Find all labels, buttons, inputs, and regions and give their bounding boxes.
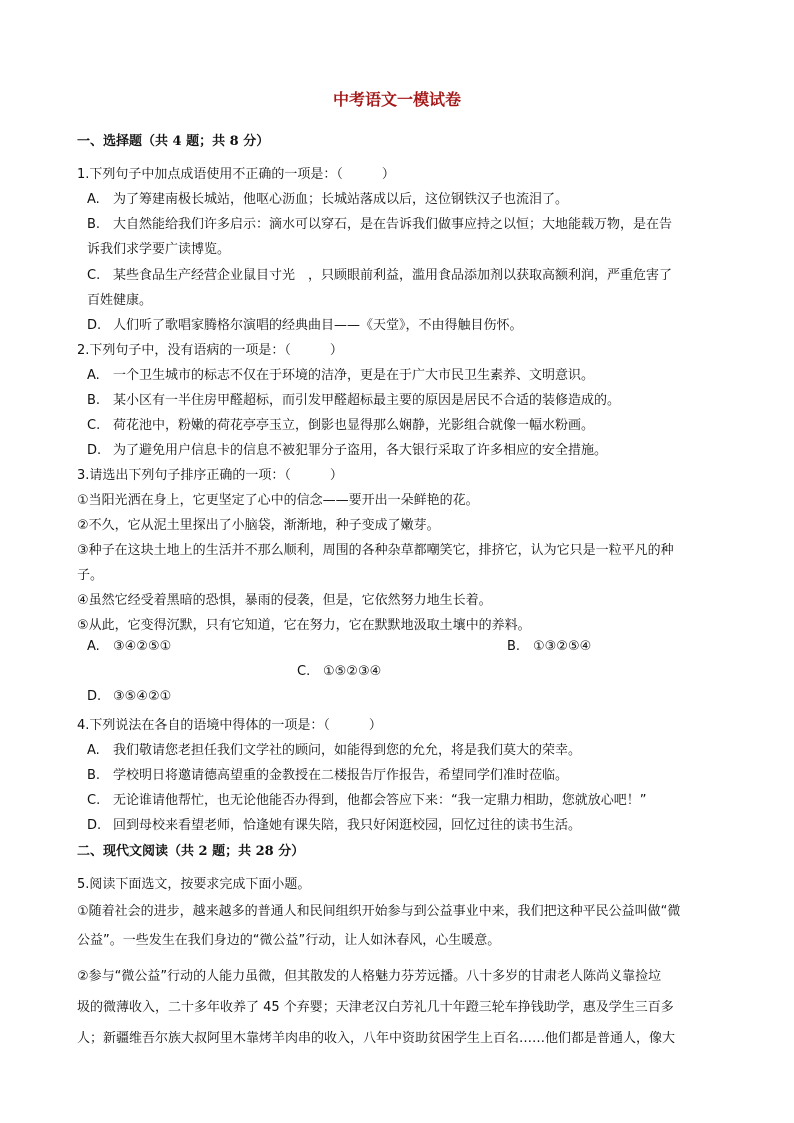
question-2-option-a	[87, 364, 594, 383]
question-3-stem: 3.请选出下列句子排序正确的一项：（ ）	[77, 468, 343, 483]
question-4-stem: 4.下列说法在各自的语境中得体的一项是：（ ）	[77, 718, 382, 733]
question-2-option-b	[87, 389, 620, 408]
option-letter: C.	[87, 268, 101, 283]
option-text: 为了筹建南极长城站，他呕心沥血；长城站落成以后，这位钢铁汉子也流泪了。	[113, 192, 569, 207]
option-letter: C.	[87, 418, 101, 433]
question-3-sentence-4: ④虽然它经受着黑暗的恐惧，暴雨的侵袭，但是，它依然努力地生长着。	[77, 593, 492, 608]
question-3-option-b	[507, 639, 591, 654]
question-3-option-c	[297, 664, 381, 679]
question-1-option-a	[87, 188, 568, 207]
question-3-option-a	[87, 639, 171, 654]
option-letter: A.	[87, 192, 100, 207]
option-letter: D.	[87, 689, 102, 704]
option-text: ③④②⑤①	[113, 639, 172, 654]
question-5-stem: 5.阅读下面选文，按要求完成下面小题。	[77, 877, 311, 892]
option-letter: C.	[297, 664, 311, 679]
passage-paragraph-2-cont-2: 人；新疆维吾尔族大叔阿里木靠烤羊肉串的收入，八年中资助贫困学生上百名……他们都是普通人，像大	[77, 1031, 676, 1046]
question-1-stem: 1.下列句子中加点成语使用不正确的一项是：（ ）	[77, 167, 395, 182]
option-letter: A.	[87, 743, 100, 758]
option-letter: B.	[87, 217, 101, 232]
option-letter: A.	[87, 639, 100, 654]
section-heading-reading: 二、现代文阅读（共 2 题；共 28 分）	[77, 844, 305, 859]
question-2-option-c	[87, 414, 594, 433]
question-3-sentence-5: ⑤从此，它变得沉默，只有它知道，它在努力，它在默默地汲取土壤中的养料。	[77, 618, 531, 633]
question-3-sentence-3-cont: 子。	[77, 568, 104, 583]
question-4-option-b	[87, 764, 568, 783]
option-text: ①⑤②③④	[323, 664, 382, 679]
question-4-option-c	[87, 789, 646, 808]
question-2-option-d	[87, 439, 607, 458]
passage-paragraph-1: ①随着社会的进步，越来越多的普通人和民间组织开始参与到公益事业中来，我们把这种平民公益叫做“微	[77, 904, 681, 919]
option-letter: D.	[87, 818, 102, 833]
question-3-sentence-2: ②不久，它从泥土里探出了小脑袋，渐渐地，种子变成了嫩芽。	[77, 518, 440, 533]
question-1-option-c	[87, 264, 672, 283]
option-text: ①③②⑤④	[533, 639, 592, 654]
option-text: ③⑤④②①	[113, 689, 172, 704]
passage-paragraph-2-cont-1: 圾的微薄收入，二十多年收养了 45 个弃婴；天津老汉白芳礼几十年蹬三轮车挣钱助学，惠及学生三百多	[77, 1000, 674, 1015]
option-text: 为了避免用户信息卡的信息不被犯罪分子盗用，各大银行采取了许多相应的安全措施。	[113, 443, 608, 458]
option-letter: C.	[87, 793, 101, 808]
question-4-option-a	[87, 739, 581, 758]
question-1-option-b	[87, 213, 672, 232]
question-2-stem: 2.下列句子中，没有语病的一项是：（ ）	[77, 343, 343, 358]
section-heading-choice: 一、选择题（共 4 题；共 8 分）	[77, 134, 270, 149]
option-letter: A.	[87, 368, 100, 383]
question-1-option-c-cont: 百姓健康。	[87, 293, 153, 308]
option-letter: D.	[87, 318, 102, 333]
option-text: 某小区有一半住房甲醛超标，而引发甲醛超标最主要的原因是居民不合适的装修造成的。	[113, 393, 621, 408]
question-3-option-d	[87, 689, 171, 704]
option-text: 某些食品生产经营企业鼠目寸光 ，只顾眼前利益，滥用食品添加剂以获取高额利润，严重危害了	[113, 268, 673, 283]
option-letter: B.	[87, 393, 101, 408]
option-text: 大自然能给我们许多启示：滴水可以穿石，是在告诉我们做事应持之以恒；大地能载万物，是在告	[113, 217, 673, 232]
option-text: 荷花池中，粉嫩的荷花亭亭玉立，倒影也显得那么娴静，光影组合就像一幅水粉画。	[113, 418, 595, 433]
option-text: 我们敬请您老担任我们文学社的顾问，如能得到您的允允，将是我们莫大的荣幸。	[113, 743, 582, 758]
question-1-option-d	[87, 314, 523, 333]
page-title: 中考语文一模试卷	[332, 90, 461, 109]
option-letter: B.	[87, 768, 101, 783]
passage-paragraph-1-cont: 公益”。一些发生在我们身边的“微公益”行动，让人如沐春风，心生暖意。	[77, 933, 501, 948]
option-text: 回到母校来看望老师，恰逢她有课失陪，我只好闲逛校园，回忆过往的读书生活。	[113, 818, 582, 833]
question-3-sentence-1: ①当阳光洒在身上，它更坚定了心中的信念——要开出一朵鲜艳的花。	[77, 493, 479, 508]
option-text: 无论谁请他帮忙，也无论他能否办得到，他都会答应下来：“我一定鼎力相助，您就放心吧！”	[113, 793, 647, 808]
passage-paragraph-2: ②参与“微公益”行动的人能力虽微，但其散发的人格魅力芬芳远播。八十多岁的甘肃老人陈尚义靠捡垃	[77, 969, 662, 984]
option-letter: B.	[507, 639, 521, 654]
question-4-option-d	[87, 814, 581, 833]
option-text: 学校明日将邀请德高望重的金教授在二楼报告厅作报告，希望同学们准时莅临。	[113, 768, 569, 783]
option-letter: D.	[87, 443, 102, 458]
option-text: 人们听了歌唱家腾格尔演唱的经典曲目——《天堂》，不由得触目伤怀。	[113, 318, 523, 333]
option-text: 一个卫生城市的标志不仅在于环境的洁净，更是在于广大市民卫生素养、文明意识。	[113, 368, 595, 383]
question-3-sentence-3: ③种子在这块土地上的生活并不那么顺利，周围的各种杂草都嘲笑它，排挤它，认为它只是一粒平凡的种	[77, 543, 674, 558]
question-1-option-b-cont: 诉我们求学要广读博览。	[87, 242, 231, 257]
